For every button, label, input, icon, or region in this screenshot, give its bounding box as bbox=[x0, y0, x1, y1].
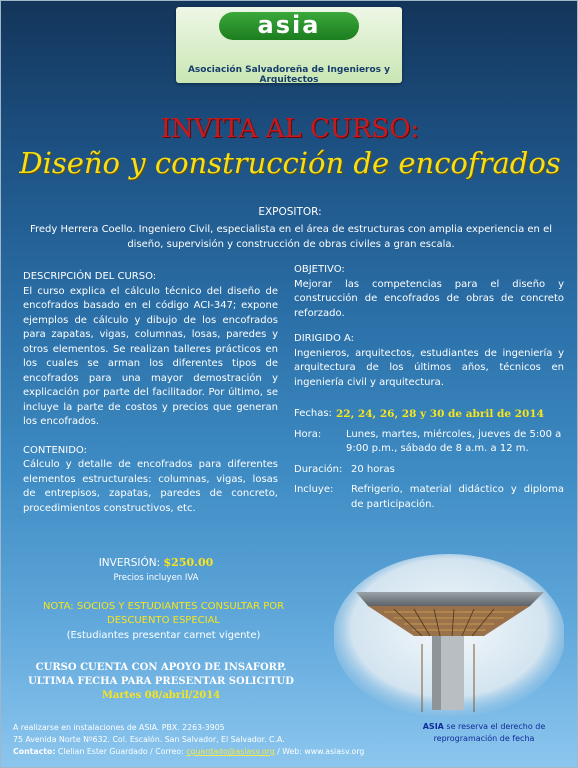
duracion-label: Duración: bbox=[294, 463, 343, 475]
nota-sub: (Estudiantes presentar carnet vigente) bbox=[66, 630, 261, 641]
objetivo-heading: OBJETIVO: bbox=[294, 264, 345, 275]
expositor-text: Fredy Herrera Coello. Ingeniero Civil, especialista en el área de estructuras con amplia experiencia en el diseño, supervisión y construcción de obras civiles a gran escala. bbox=[29, 224, 552, 250]
reserva-text: se reserva el derecho de reprogramación de fecha bbox=[433, 722, 546, 743]
fechas-label: Fechas: bbox=[294, 408, 332, 419]
apoyo-date: Martes 08/abril/2014 bbox=[101, 690, 221, 701]
expositor-heading: EXPOSITOR: bbox=[258, 206, 322, 218]
web-text: / Web: www.asiasv.org bbox=[274, 747, 365, 756]
footer-line2: 75 Avenida Norte Nº632. Col. Escalón. San Salvador, El Salvador. C.A. bbox=[13, 735, 285, 744]
reserva-note bbox=[399, 721, 569, 745]
course-title: Diseño y construcción de encofrados bbox=[19, 146, 561, 180]
duracion-value: 20 horas bbox=[351, 463, 395, 475]
footer-line1: A realizarse en instalaciones de ASIA. PBX. 2263-3905 bbox=[13, 723, 225, 732]
objetivo-text: Mejorar las competencias para el diseño y construcción de encofrados de obras de concreto reforzado. bbox=[294, 278, 564, 319]
duracion-row bbox=[294, 463, 564, 478]
descripcion-heading: DESCRIPCIÓN DEL CURSO: bbox=[23, 271, 157, 282]
logo-wordmark: asia bbox=[219, 12, 359, 40]
logo-subtitle: Asociación Salvadoreña de Ingenieros y Arquitectos bbox=[187, 65, 391, 85]
incluye-label: Incluye: bbox=[294, 484, 334, 495]
fechas-row bbox=[294, 407, 564, 422]
contact-label: Contacto: bbox=[13, 747, 56, 756]
reserva-org: ASIA bbox=[422, 722, 444, 731]
footer bbox=[13, 722, 433, 758]
hora-value: Lunes, martes, miércoles, jueves de 5:00 a 9:00 p.m., sábado de 8 a.m. a 12 m. bbox=[346, 428, 562, 454]
inversion-amount: $250.00 bbox=[163, 556, 214, 569]
contenido-heading: CONTENIDO: bbox=[23, 444, 87, 456]
incluye-value: Refrigerio, material didáctico y diploma de participación. bbox=[351, 484, 564, 510]
left-column bbox=[23, 270, 278, 516]
contact-email-link[interactable]: cguardado@asiasv.org bbox=[186, 747, 275, 756]
hora-row bbox=[294, 428, 564, 457]
asia-logo bbox=[176, 7, 402, 83]
dirigido-text: Ingenieros, arquitectos, estudiantes de ingeniería y arquitectura de los últimos años, técnicos en ingeniería civil y arquitectura. bbox=[294, 347, 564, 388]
inversion-note: Precios incluyen IVA bbox=[113, 573, 199, 583]
dirigido-heading: DIRIGIDO A: bbox=[294, 333, 355, 344]
descripcion-text: El curso explica el cálculo técnico del diseño de encofrados basado en el código ACI-347; expone ejemplos de cálculo y dibujo de los encofrados para zapatas, vigas, columnas, losas, paredes y otros elementos. Se realizan talleres prácticos en los cuales se arman los diferentes tipos de encofrados para una mayor demostración y explicación por parte del facilitador. Por último, se incluye la parte de costos y precios que generan los encofrados. bbox=[23, 285, 278, 427]
inversion bbox=[1, 556, 311, 569]
right-column bbox=[294, 263, 564, 512]
inversion-label: INVERSIÓN: bbox=[98, 557, 161, 569]
apoyo-block bbox=[11, 661, 311, 703]
contact-text: Clelian Ester Guardado / Correo: bbox=[55, 747, 187, 756]
incluye-row bbox=[294, 483, 564, 512]
footer-contact bbox=[13, 746, 433, 758]
fechas-value: 22, 24, 26, 28 y 30 de abril de 2014 bbox=[336, 408, 544, 420]
invita-heading: INVITA AL CURSO: bbox=[160, 114, 420, 144]
nota-descuento: NOTA: SOCIOS Y ESTUDIANTES CONSULTAR POR DESCUENTO ESPECIAL bbox=[42, 601, 285, 626]
apoyo-line1: CURSO CUENTA CON APOYO DE INSAFORP. bbox=[35, 662, 287, 673]
hora-label: Hora: bbox=[294, 428, 322, 440]
contenido-text: Cálculo y detalle de encofrados para diferentes elementos estructurales: columnas, vigas, losas de entrepisos, zapatas, paredes de concreto, procedimientos constructivos, etc. bbox=[23, 459, 278, 514]
construction-photo bbox=[334, 554, 564, 716]
apoyo-line2: ULTIMA FECHA PARA PRESENTAR SOLICITUD bbox=[28, 676, 294, 687]
